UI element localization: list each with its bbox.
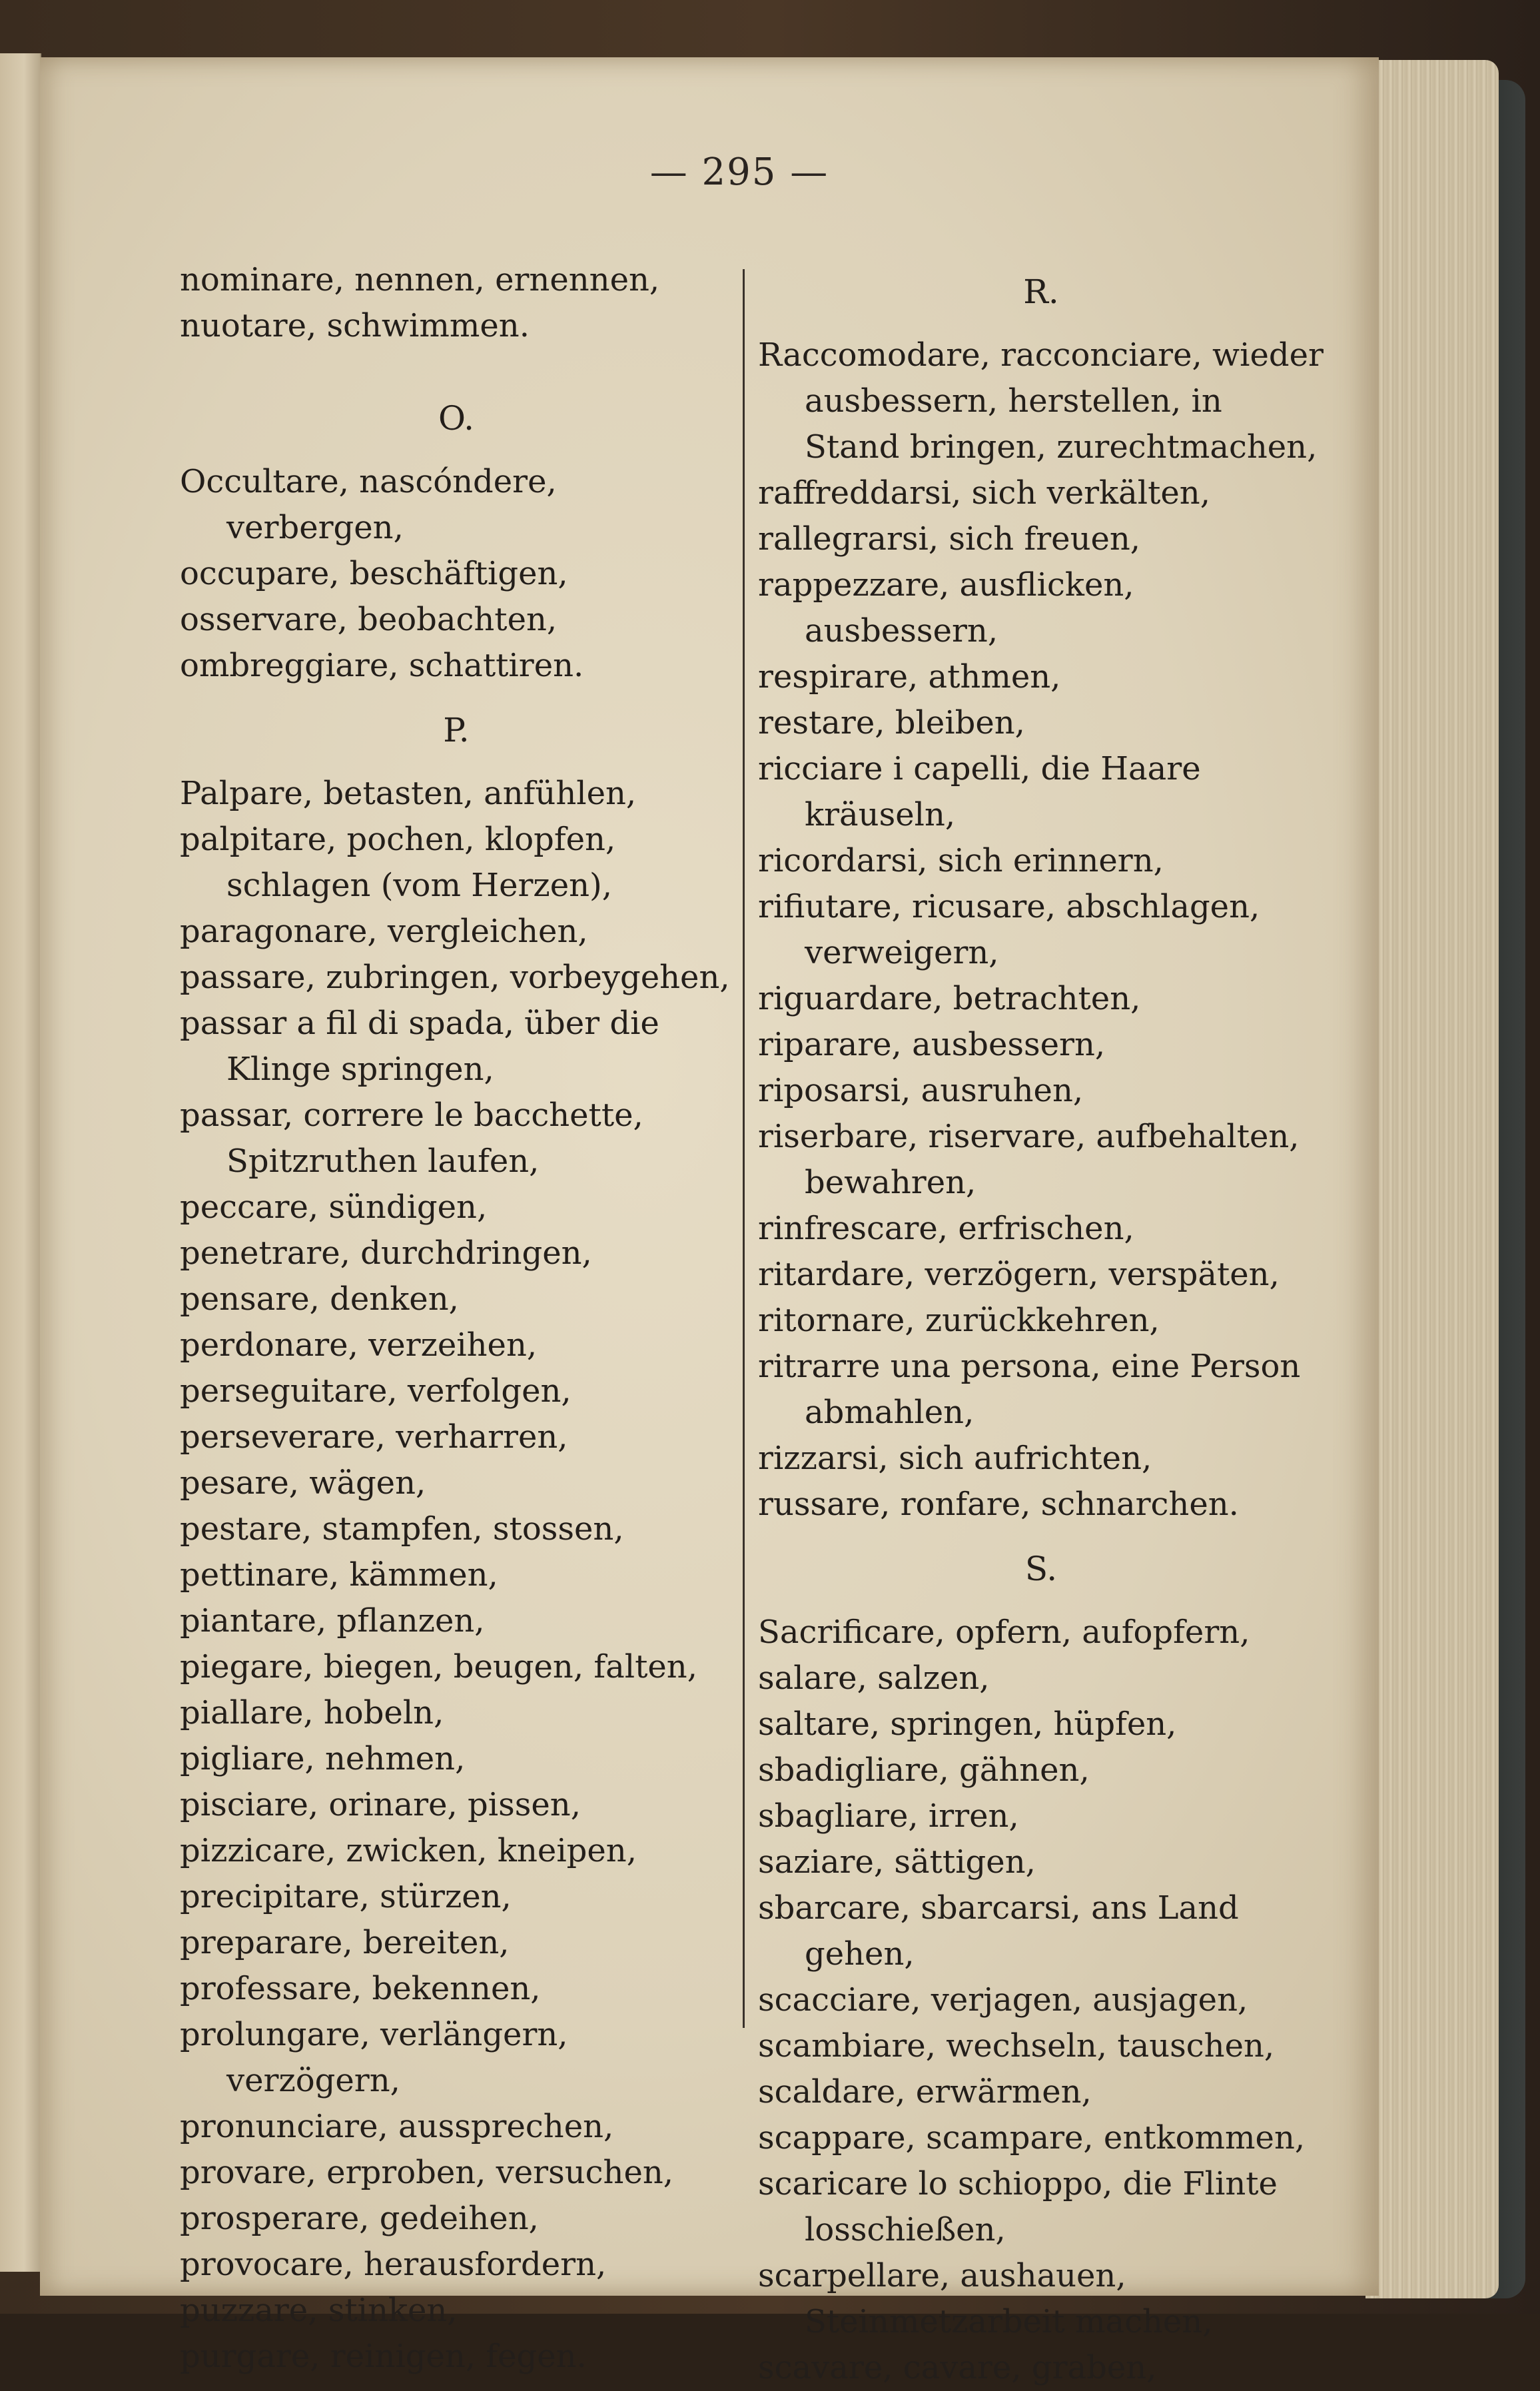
dictionary-entry: riparare, ausbessern, [758,1026,1106,1063]
section-letter-s: S. [1024,1550,1058,1588]
page-number: — 295 — [649,151,829,194]
dictionary-entry: professare, bekennen, [180,1970,541,2007]
dictionary-entry: nominare, nennen, ernennen, [180,261,660,298]
section-letter-r: R. [1023,272,1059,311]
dictionary-entry: pestare, stampfen, stossen, [180,1510,624,1548]
dictionary-entry: sbadigliare, gähnen, [758,1751,1090,1789]
page-stack-edge [1365,60,1499,2298]
previous-page-edge [0,53,41,2272]
dictionary-entry: pensare, denken, [180,1280,459,1318]
dictionary-entry: prolungare, verlängern, verzögern, [180,2016,568,2099]
dictionary-entry: pronunciare, aussprechen, [180,2108,614,2145]
dictionary-entry: pisciare, orinare, pissen, [180,1786,581,1823]
dictionary-entry: scaldare, erwärmen, [758,2073,1092,2111]
left-column [180,257,733,2380]
dictionary-entry: passar a fil di spada, über die Klinge springen, [180,1005,659,1088]
dictionary-entry: salare, salzen, [758,1660,990,1697]
dictionary-entry: pesare, wägen, [180,1464,426,1502]
dictionary-entry: scavare, cavare, graben, [758,2349,1157,2386]
dictionary-entry: rappezzare, ausflicken, ausbessern, [758,566,1134,650]
dictionary-entry: riguardare, betrachten, [758,980,1141,1017]
dictionary-entry: ombreggiare, schattiren. [180,647,584,684]
dictionary-entry: nuotare, schwimmen. [180,307,530,344]
dictionary-entry: ritardare, verzögern, verspäten, [758,1256,1280,1293]
dictionary-entry: scarpellare, aushauen, Steinmetzarbeit machen, [758,2257,1213,2340]
dictionary-entry: pizzicare, zwicken, kneipen, [180,1832,637,1869]
dictionary-entry: prosperare, gedeihen, [180,2200,539,2237]
dictionary-entry: respirare, athmen, [758,658,1061,696]
dictionary-entry: riserbare, riservare, aufbehalten, bewahren, [758,1118,1300,1201]
dictionary-entry: passar, correre le bacchette, Spitzruthen laufen, [180,1097,643,1180]
dictionary-entry: osservare, beobachten, [180,601,558,638]
dictionary-entry: rallegrarsi, sich freuen, [758,520,1141,558]
dictionary-entry: preparare, bereiten, [180,1924,510,1961]
dictionary-entry: scacciare, verjagen, ausjagen, [758,1981,1248,2019]
dictionary-entry: scappare, scampare, entkommen, [758,2119,1306,2156]
dictionary-entry: sbarcare, sbarcarsi, ans Land gehen, [758,1889,1239,1973]
section-letter-o: O. [438,399,474,438]
dictionary-entry: purgare, reinigen, fegen. [180,2338,587,2375]
dictionary-entry: perdonare, verzeihen, [180,1326,538,1364]
book-page [40,57,1379,2386]
dictionary-entry: rizzarsi, sich aufrichten, [758,1440,1152,1477]
dictionary-entry: Occultare, nascóndere, verbergen, [180,463,557,546]
dictionary-entry: ritrarre una persona, eine Person abmahlen, [758,1348,1301,1431]
dictionary-entry: scaricare lo schioppo, die Flinte losschießen, [758,2165,1278,2248]
dictionary-entry: sbagliare, irren, [758,1797,1019,1835]
dictionary-entry: Palpare, betasten, anfühlen, [180,775,637,812]
dictionary-entry: perseguitare, verfolgen, [180,1372,572,1410]
right-column [743,269,1324,2386]
dictionary-entry: riposarsi, ausruhen, [758,1072,1084,1109]
dictionary-entry: peccare, sündigen, [180,1189,488,1226]
dictionary-entry: perseverare, verharren, [180,1418,568,1456]
dictionary-entry: penetrare, durchdringen, [180,1234,592,1272]
dictionary-entry: provare, erproben, versuchen, [180,2154,674,2191]
dictionary-entry: occupare, beschäftigen, [180,555,568,592]
dictionary-entry: ricciare i capelli, die Haare kräuseln, [758,750,1201,833]
dictionary-entry: passare, zubringen, vorbeygehen, [180,959,730,996]
dictionary-entry: saltare, springen, hüpfen, [758,1705,1177,1743]
dictionary-entry: restare, bleiben, [758,704,1025,741]
dictionary-entry: Sacrificare, opfern, aufopfern, [758,1614,1250,1651]
dictionary-entry: precipitare, stürzen, [180,1878,512,1915]
dictionary-entry: pettinare, kämmen, [180,1556,498,1594]
dictionary-entry: provocare, herausfordern, [180,2246,607,2283]
dictionary-entry: piantare, pflanzen, [180,1602,485,1640]
dictionary-entry: piallare, hobeln, [180,1694,444,1731]
dictionary-entry: saziare, sättigen, [758,1843,1036,1881]
dictionary-entry: Raccomodare, racconciare, wieder ausbessern, herstellen, in Stand bringen, zurechtmachen, [758,336,1324,466]
dictionary-entry: ritornare, zurückkehren, [758,1302,1160,1339]
dictionary-entry: piegare, biegen, beugen, falten, [180,1648,697,1685]
section-letter-p: P. [443,711,470,749]
dictionary-entry: russare, ronfare, schnarchen. [758,1486,1239,1523]
dictionary-entry: paragonare, vergleichen, [180,913,588,950]
dictionary-entry: pigliare, nehmen, [180,1740,466,1777]
dictionary-entry: ricordarsi, sich erinnern, [758,842,1164,879]
dictionary-entry: palpitare, pochen, klopfen, schlagen (vom Herzen), [180,821,616,904]
dictionary-entry: rinfrescare, erfrischen, [758,1210,1134,1247]
dictionary-entry: raffreddarsi, sich verkälten, [758,474,1210,512]
dictionary-entry: puzzare, stinken, [180,2292,458,2329]
dictionary-entry: scambiare, wechseln, tauschen, [758,2027,1275,2065]
dictionary-entry: rifiutare, ricusare, abschlagen, verweigern, [758,888,1260,971]
